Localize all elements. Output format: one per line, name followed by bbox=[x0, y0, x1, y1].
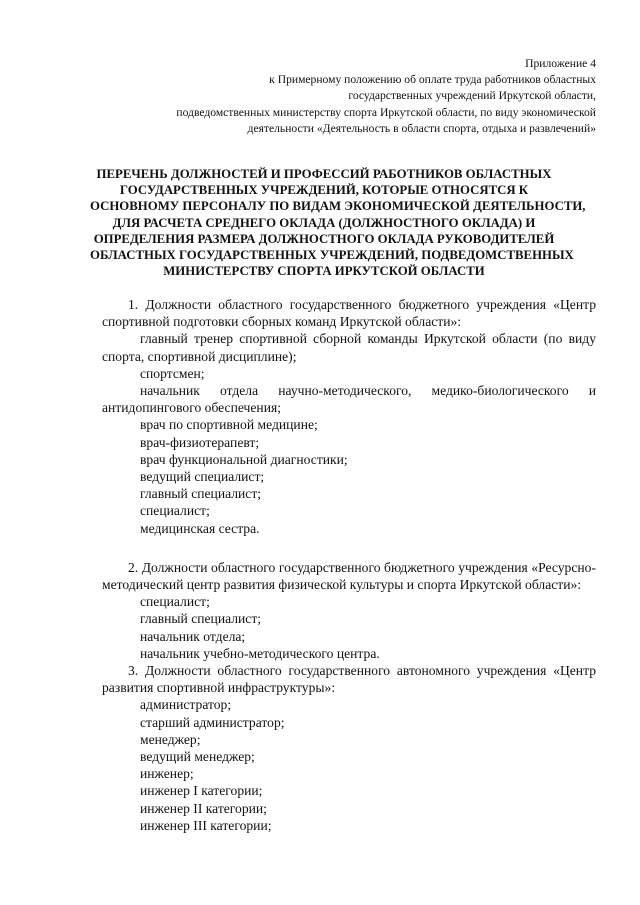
document-title bbox=[90, 166, 586, 279]
section-heading-2: 2. Должности областного государственного бюджетного учреждения «Ресурсно-методический центр развития физической культуры и спорта Иркутской области»: bbox=[102, 559, 596, 593]
list-item: ведущий менеджер; bbox=[140, 749, 255, 765]
list-item: медицинская сестра. bbox=[140, 520, 260, 536]
title-line: МИНИСТЕРСТВУ СПОРТА ИРКУТСКОЙ ОБЛАСТИ bbox=[163, 264, 485, 279]
list-item: врач функциональной диагностики; bbox=[140, 451, 348, 467]
list-item: начальник отдела; bbox=[140, 628, 246, 644]
title-line: ДЛЯ РАСЧЕТА СРЕДНЕГО ОКЛАДА (ДОЛЖНОСТНОГО ОКЛАДА) И bbox=[112, 215, 536, 230]
list-item: специалист; bbox=[140, 594, 210, 610]
list-item: администратор; bbox=[140, 697, 232, 713]
list-item: старший администратор; bbox=[140, 714, 285, 730]
list-item: менеджер; bbox=[140, 731, 201, 747]
title-line: ОПРЕДЕЛЕНИЯ РАЗМЕРА ДОЛЖНОСТНОГО ОКЛАДА РУКОВОДИТЕЛЕЙ bbox=[93, 231, 555, 246]
title-line: ОСНОВНОМУ ПЕРСОНАЛУ ПО ВИДАМ ЭКОНОМИЧЕСКОЙ ДЕЯТЕЛЬНОСТИ, bbox=[90, 199, 586, 214]
appendix-line: к Примерному положению об оплате труда работников областных bbox=[269, 73, 596, 87]
list-item: специалист; bbox=[140, 503, 210, 519]
list-item: инженер; bbox=[140, 766, 194, 782]
list-item: инженер II категории; bbox=[140, 800, 267, 816]
title-line: ОБЛАСТНЫХ ГОСУДАРСТВЕННЫХ УЧРЕЖДЕНИЙ, ПОДВЕДОМСТВЕННЫХ bbox=[90, 248, 574, 263]
list-item: врач по спортивной медицине; bbox=[140, 417, 318, 433]
appendix-line: Приложение 4 bbox=[525, 57, 596, 70]
list-item: главный тренер спортивной сборной команды Иркутской области (по виду спорта, спортивной дисциплине); bbox=[102, 331, 596, 364]
appendix-note bbox=[76, 56, 596, 137]
list-item: врач-физиотерапевт; bbox=[140, 434, 260, 450]
section-heading-3: 3. Должности областного государственного автономного учреждения «Центр развития спортивной инфраструктуры»: bbox=[102, 663, 596, 696]
list-item: инженер I категории; bbox=[140, 783, 263, 799]
list-item: начальник отдела научно-методического, медико-биологического и антидопингового обеспечения; bbox=[102, 383, 596, 416]
list-item: главный специалист; bbox=[140, 611, 262, 627]
list-item: ведущий специалист; bbox=[140, 469, 265, 485]
list-item: главный специалист; bbox=[140, 486, 262, 502]
list-item: инженер III категории; bbox=[140, 817, 272, 833]
document-body bbox=[102, 296, 596, 834]
appendix-line: подведомственных министерству спорта Иркутской области, по виду экономической bbox=[176, 105, 596, 119]
appendix-line: государственных учреждений Иркутской области, bbox=[348, 89, 596, 103]
title-line: ПЕРЕЧЕНЬ ДОЛЖНОСТЕЙ И ПРОФЕССИЙ РАБОТНИКОВ ОБЛАСТНЫХ bbox=[96, 167, 552, 181]
list-item: спортсмен; bbox=[140, 365, 205, 381]
section-heading-1: 1. Должности областного государственного бюджетного учреждения «Центр спортивной подготовки сборных команд Иркутской области»: bbox=[102, 297, 596, 330]
section-spacer bbox=[102, 537, 596, 559]
list-item: начальник учебно-методического центра. bbox=[140, 645, 380, 661]
appendix-line: деятельности «Деятельность в области спорта, отдыха и развлечений» bbox=[247, 121, 596, 135]
title-line: ГОСУДАРСТВЕННЫХ УЧРЕЖДЕНИЙ, КОТОРЫЕ ОТНОСЯТСЯ К bbox=[119, 183, 529, 198]
